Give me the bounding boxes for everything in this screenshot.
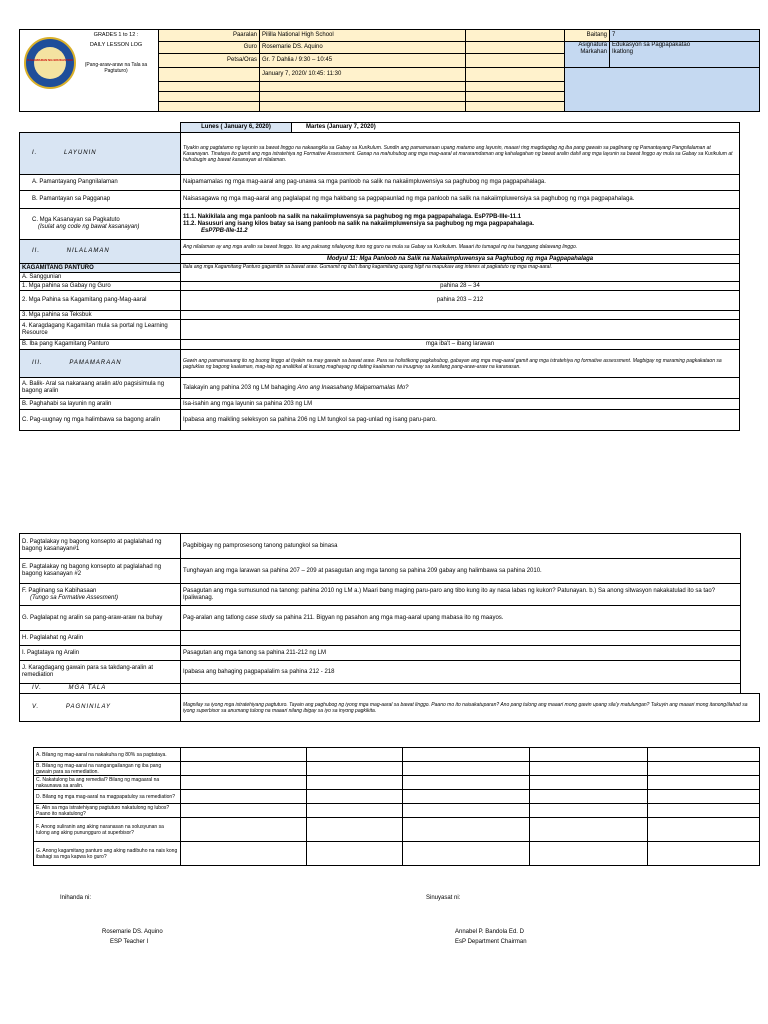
paglalahat-label: H. Paglalahat ng Aralin	[20, 631, 181, 646]
balik-aral-text-italic: Ano ang Inaasahang Maipamamalas Mo?	[297, 384, 409, 391]
paglalapat-text-2: case study	[245, 614, 275, 621]
nilalaman-label: II. NILALAMAN	[20, 240, 181, 264]
kasanayan-text-2: 11.2. Nasusuri ang isang kilos batay sa isang panloob na salik na nakaiimpluwensiya sa paghubog ng mga pagpapahalaga.	[183, 220, 535, 227]
seal-text: KAGAWARAN NG EDUKASYON	[27, 58, 73, 62]
header-title-cell	[20, 30, 159, 112]
kasanayan-text-1: 11.1. Nakikilala ang mga panloob na salik na nakaiimpluwensya sa paghubog ng mga pagpapahalaga. EsP7PB-IIIe-11.1	[183, 213, 522, 220]
petsa-value-2: January 7, 2020/ 10:45: 11:30	[260, 68, 466, 82]
learning-resource-label: 4. Karagdagang Kagamitan mula sa portal ng Learning Resource	[20, 320, 181, 340]
iba-pang-kagamitan-label: B. Iba pang Kagamitang Panturo	[20, 340, 181, 350]
paglalapat-text-3: sa pahina 211. Bigyan ng pasahon ang mga mag-aaral upang mabasa ito ng maayos.	[274, 614, 504, 621]
baitang-value: 7	[610, 30, 760, 42]
checked-by-name: Annabel P. Bandola Ed. D	[455, 929, 524, 935]
petsa-value-1: Gr. 7 Dahlia / 9:30 – 10:45	[260, 54, 466, 68]
markahan-label: Markahan	[580, 49, 607, 55]
day-2-header: Martes (January 7, 2020)	[292, 123, 740, 133]
kasanayan-sublabel: (Isulat ang code ng bawat kasanayan)	[38, 224, 140, 230]
paaralan-value: Pililla National High School	[260, 30, 466, 42]
pagtalakay-2-text: Tunghayan ang mga larawan sa pahina 207 – 209 at pasagutan ang mga tanong sa pahina 209 gabay ang halimbawa sa pahina 2010.	[181, 559, 741, 584]
header-block	[19, 29, 759, 111]
karagdagang-gawain-label: J. Karagdagang gawain para sa takdang-aralin at remediation	[20, 661, 181, 684]
reflection-item-e: E. Alin sa mga istratehiyang pagtuturo nakatulong ng lubos? Paano ito nakatulong?	[34, 804, 181, 818]
header-table	[19, 29, 760, 112]
pamantayang-pangnilalaman-text: Naipamamalas ng mga mag-aaral ang pag-unawa sa mga panloob na salik na nakaiimpluwensiya sa paghubog ng mga pagpapahalaga.	[181, 175, 740, 191]
modyul-title: Modyul 11: Mga Panloob na Salik na Nakaiimpluwensya sa Paghubog ng mga Pagpapahalaga	[181, 255, 740, 264]
reflection-item-c: C. Nakatulong ba ang remedial? Bilang ng magaaral na nakaunawa sa aralin.	[34, 776, 181, 790]
paglinang-sublabel: (Tungo sa Formative Assesment)	[30, 594, 119, 601]
sanggunian-label: A. Sanggunian	[20, 273, 181, 282]
pag-uugnay-text: Ipabasa ang maikling seleksyon sa pahina 206 ng LM tungkol sa pag-unlad ng isang paru-paro.	[181, 410, 740, 431]
guro-value: Rosemarie DS. Aquino	[260, 42, 466, 54]
baitang-label: Baitang	[565, 30, 610, 42]
iba-pang-kagamitan-value: mga iba't – ibang larawan	[181, 340, 740, 350]
reflection-grid	[33, 747, 759, 866]
pamamaraan-text: Gawin ang pamamaraang ito ng buong linggo at tiyakin na may gawain sa bawat araw. Para sa holistikong pagkahubog, gabayan ang mga mag-aaral gamit ang mga istratehiya ng formative assessment. Magbigay ng maraming pagkakataon sa pagtuklas ng bagong kaalaman, mag-isip ng analitikal at kusang maghayag ng dating kaalaman na inuugnay sa kanilang pang-araw-araw na karanasan.	[181, 350, 740, 378]
paglalapat-text-1: Pag-aralan ang tatlong	[183, 614, 246, 621]
karagdagang-gawain-text: Ipabasa ang bahaging pagpapalalim sa pahina 212 - 218	[181, 661, 741, 684]
paglalapat-label: G. Paglalapat ng aralin sa pang-araw-araw na buhay	[20, 606, 181, 631]
gabay-guro-value: pahina 28 – 34	[181, 282, 740, 291]
reflection-item-a: A. Bilang ng mag-aaral na nakakuha ng 80% sa pagtataya.	[34, 748, 181, 762]
reflection-item-d: D. Bilang ng mga mag-aaral na magpapatuloy sa remediation?	[34, 790, 181, 804]
asignatura-value: Edukasyon sa Pagpapakatao	[612, 42, 691, 48]
guro-label: Guro	[159, 42, 260, 54]
kagamitang-magaaral-value: pahina 203 – 212	[181, 291, 740, 311]
kasanayan-code-2: EsP7PB-IIIe-11.2	[201, 227, 248, 234]
layunin-text: Tiyakin ang pagtatamo ng layunin sa bawat linggo na nakaangkla sa Gabay sa Kurikulum. Sundin ang pamamaraan upang matamo ang layunin, maaari ring magdagdag ng iba pang gawain sa paglinang ng Pamantayang Pangnilalaman at Kasanayan. Tinataya ito gamit ang mga istratehiya ng Formative Assessment. Ganap na mahuhubog ang mga mag-aaral at mararamdaman ang kahalagahan ng bawat aralin dahil ang mga layunin sa bawat linggo ay mula sa Gabay sa Kurikulum at huhubugin ang bawat kasanayan at nilalaman.	[181, 133, 740, 175]
pagtataya-text: Pasagutan ang mga tanong sa pahina 211-212 ng LM	[181, 646, 741, 661]
paaralan-label: Paaralan	[159, 30, 260, 42]
day-1-header: Lunes ( January 6, 2020)	[181, 123, 292, 133]
lesson-table-1	[19, 122, 739, 431]
kagamitang-magaaral-label: 2. Mga Pahina sa Kagamitang pang-Mag-aaral	[20, 291, 181, 311]
paghahabi-label: B. Paghahabi sa layunin ng aralin	[20, 399, 181, 410]
pamamaraan-label: III. PAMAMARAAN	[20, 350, 181, 378]
layunin-label: I. LAYUNIN	[20, 133, 181, 175]
pagtalakay-1-label: D. Pagtalakay ng bagong konsepto at paglalahad ng bagong kasanayan#1	[20, 534, 181, 559]
prepared-by-role: ESP Teacher I	[110, 939, 149, 945]
lesson-table-2	[19, 533, 759, 722]
reflection-item-b: B. Bilang ng mag-aaral na nangangailangan ng iba pang gawain para sa remediation.	[34, 762, 181, 776]
asignatura-label: Asignatura	[578, 42, 607, 48]
dll-subtitle: (Pang-araw-araw na Tala sa Pagtuturo)	[84, 62, 148, 74]
paghahabi-text: Isa-isahin ang mga layunin sa pahina 203 ng LM	[181, 399, 740, 410]
markahan-value: Ikatlong	[612, 49, 634, 55]
seal-inner-circle	[34, 47, 66, 79]
pagtalakay-1-text: Pagbibigay ng pamprosesong tanong patungkol sa binasa	[181, 534, 741, 559]
deped-seal-logo	[24, 37, 76, 89]
pamantayan-sa-pagganap-label: B. Pamantayan sa Pagganap	[20, 191, 181, 209]
pamantayang-pangnilalaman-label: A. Pamantayang Pangnilalaman	[20, 175, 181, 191]
reflection-item-g: G. Anong kagamitang panturo ang aking nadibuho na nais kong ibahagi sa mga kapwa ko guro?	[34, 842, 181, 866]
mga-tala-label: IV. MGA TALA	[20, 684, 181, 694]
pagtalakay-2-label: E. Pagtalakay ng bagong konsepto at paglalahad ng bagong kasanayan #2	[20, 559, 181, 584]
pamantayan-sa-pagganap-text: Naisasagawa ng mga mag-aaral ang paglalapat ng mga hakbang sa pagpapaunlad ng mga panloob na salik na nakaiimpluwensiya sa paghubog ng mga pagpapahalaga.	[181, 191, 740, 209]
pag-uugnay-label: C. Pag-uugnay ng mga halimbawa sa bagong aralin	[20, 410, 181, 431]
nilalaman-text: Ang nilalaman ay ang mga aralin sa bawat linggo. Ito ang paksang nilalayong ituro ng guro na mula sa Gabay sa Kurikulum. Maaari ito tumagal ng isa hanggang dalawang linggo.	[181, 240, 740, 255]
checked-by-role: EsP Department Chairman	[455, 939, 527, 945]
kagamitan-text: Itala ang mga Kagamitang Panturo gagamitin sa bawat araw. Gumamit ng iba't ibang kagamitang upang higit na mapukaw ang interes at pagkatuto ng mga mag-aaral.	[181, 264, 740, 282]
inihanda-label: Inihanda ni:	[60, 895, 92, 901]
balik-aral-text: Talakayin ang pahina 203 ng LM bahaging	[183, 384, 298, 391]
sinuri-label: Sinuyasat ni:	[426, 895, 461, 901]
paglinang-text: Pasagutan ang mga sumusunod na tanong: pahina 2010 ng LM a.) Maari bang maging paru-paro ang tibo kung ito ay nasa labas ng kukon? Patunayan. b.) Sa anong sitwasyon nakakatulad ito sa tao? Ipaliwanag.	[181, 584, 741, 606]
kasanayan-label: C. Mga Kasanayan sa Pagkatuto	[32, 217, 120, 223]
teksbuk-label: 3. Mga pahina sa Teksbuk	[20, 311, 181, 320]
pagninilay-text: Magnilay sa iyong mga istratehiyang pagtuturo. Tayain ang paghubog ng iyong mga mag-aaral sa bawat linggo. Paano mo ito naisakatuparan? Ano pang tulong ang maaari mong gawin upang sila'y matulungan? Tukuyin ang maaari mong itanong/ilahad sa iyong superbisor sa anumang tulong na maaari nilang ibigay sa iyo sa inyong pagkikita.	[181, 694, 760, 722]
grades-title: GRADES 1 to 12 :	[93, 32, 139, 38]
pagninilay-label: V. PAGNINILAY	[20, 694, 181, 722]
prepared-by-name: Rosemarie DS. Aquino	[102, 929, 163, 935]
balik-aral-label: A. Balik- Aral sa nakaraang aralin at/o pagsisimula ng bagong aralin	[20, 378, 181, 399]
pagtataya-label: I. Pagtataya ng Aralin	[20, 646, 181, 661]
reflection-item-f: F. Anong suliranin ang aking naranasan na solusyunan sa tulong ang aking punungguro at superbisor?	[34, 818, 181, 842]
paglinang-label: F. Paglinang sa Kabihasaan	[22, 587, 97, 594]
petsa-label: Petsa/Oras	[159, 54, 260, 68]
dll-title: DAILY LESSON LOG	[89, 42, 143, 48]
gabay-guro-label: 1. Mga pahina sa Gabay ng Guro	[20, 282, 181, 291]
kagamitan-label: KAGAMITANG PANTURO	[20, 264, 181, 273]
